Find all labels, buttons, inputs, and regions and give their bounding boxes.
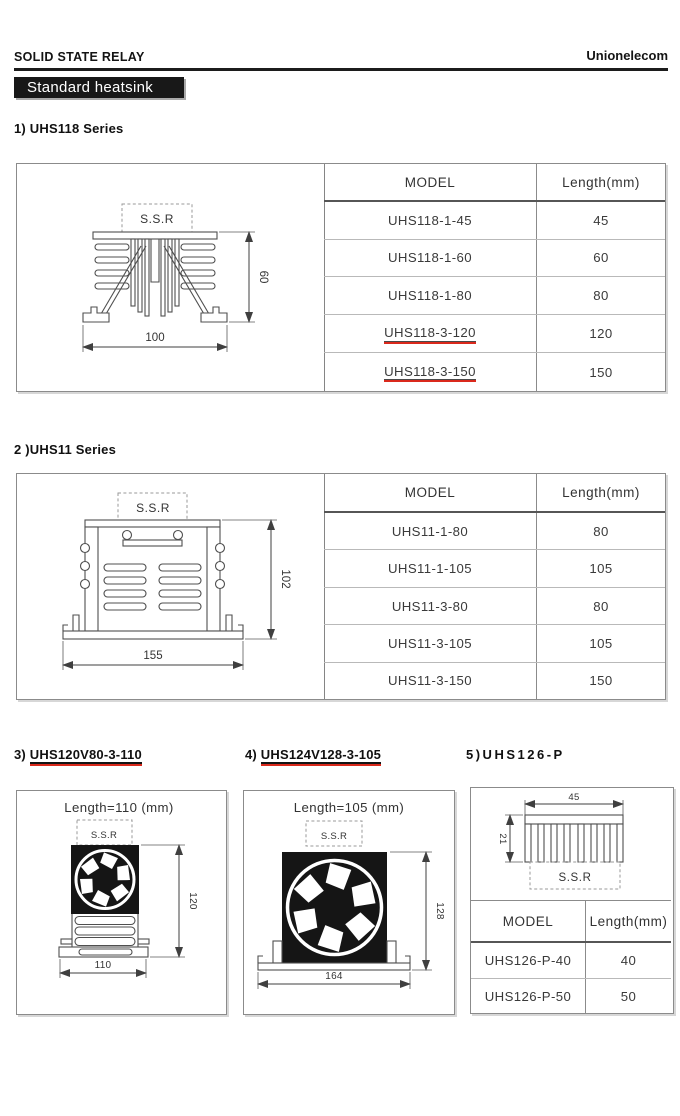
length-cell: 80 bbox=[536, 277, 665, 314]
section4-model-name: UHS124V128-3-105 bbox=[261, 748, 381, 764]
col-model-header: MODEL bbox=[404, 485, 456, 500]
length-cell: 150 bbox=[536, 663, 665, 699]
brand-logo-text: Unionelecom bbox=[586, 48, 668, 63]
page-badge: Standard heatsink bbox=[14, 77, 184, 98]
dim-width-label: 164 bbox=[325, 971, 343, 982]
model-cell: UHS11-3-105 bbox=[387, 635, 473, 651]
model-cell: UHS118-3-120 bbox=[384, 325, 476, 341]
dim-height-label: 60 bbox=[257, 270, 269, 284]
col-length-header: Length(mm) bbox=[585, 901, 671, 941]
table-header-row bbox=[324, 164, 665, 202]
dim-height-label: 128 bbox=[434, 902, 445, 920]
model-cell: UHS118-1-60 bbox=[387, 250, 473, 266]
dim-width-label: 45 bbox=[568, 792, 580, 803]
table-row bbox=[471, 943, 671, 978]
length-cell: 105 bbox=[536, 625, 665, 661]
ssr-label: S.S.R bbox=[136, 501, 170, 515]
fan-icon bbox=[71, 845, 139, 914]
model-cell: UHS11-1-105 bbox=[387, 561, 473, 577]
fan-icon bbox=[282, 852, 387, 963]
section3-number: 3) bbox=[14, 747, 26, 762]
dim-width-label: 100 bbox=[145, 332, 165, 344]
section2-table bbox=[324, 474, 665, 699]
col-model-header: MODEL bbox=[502, 913, 554, 929]
section3-title bbox=[14, 747, 142, 764]
section5-panel bbox=[470, 787, 674, 1014]
section1-drawing bbox=[17, 164, 325, 391]
table-header-row bbox=[324, 474, 665, 513]
ssr-label: S.S.R bbox=[558, 872, 592, 884]
length-cell: 105 bbox=[536, 550, 665, 586]
model-cell: UHS11-3-150 bbox=[387, 673, 473, 689]
header-rule bbox=[14, 68, 668, 71]
ssr-label: S.S.R bbox=[90, 830, 118, 841]
dim-height-label: 120 bbox=[187, 892, 198, 910]
table-row bbox=[324, 202, 665, 239]
table-row bbox=[324, 549, 665, 586]
length-cell: 60 bbox=[536, 240, 665, 277]
section5-title: 5)UHS126-P bbox=[466, 747, 565, 762]
section5-table bbox=[471, 900, 671, 1014]
heatsink-drawing-uhs124v128 bbox=[244, 791, 454, 1014]
model-cell: UHS126-P-40 bbox=[484, 953, 572, 968]
table-row bbox=[324, 587, 665, 624]
heatsink-profile-uhs11 bbox=[17, 474, 324, 699]
section4-panel bbox=[243, 790, 455, 1015]
ssr-label: S.S.R bbox=[320, 831, 348, 842]
heatsink-profile-uhs118 bbox=[17, 164, 324, 391]
heatsink-drawing-uhs120v80 bbox=[17, 791, 226, 1014]
section2-title: 2 )UHS11 Series bbox=[14, 442, 117, 457]
length-cell: 45 bbox=[536, 202, 665, 239]
document-title: SOLID STATE RELAY bbox=[14, 50, 145, 64]
dim-width-label: 155 bbox=[143, 650, 163, 662]
heatsink-drawing-uhs126p bbox=[471, 788, 673, 900]
section4-number: 4) bbox=[245, 747, 257, 762]
col-model-header: MODEL bbox=[404, 174, 456, 190]
model-cell: UHS126-P-50 bbox=[484, 989, 572, 1004]
table-row bbox=[324, 276, 665, 314]
length-cell: 80 bbox=[536, 588, 665, 624]
section1-table bbox=[324, 164, 665, 391]
section3-panel bbox=[16, 790, 227, 1015]
table-row bbox=[471, 978, 671, 1014]
model-cell: UHS118-1-45 bbox=[387, 212, 473, 228]
table-row bbox=[324, 239, 665, 277]
length-cell: 120 bbox=[536, 315, 665, 353]
table-row bbox=[324, 314, 665, 353]
model-cell: UHS118-1-80 bbox=[387, 287, 473, 303]
dim-height-label: 21 bbox=[497, 833, 508, 845]
ssr-label: S.S.R bbox=[140, 212, 174, 226]
length-note: Length=110 (mm) bbox=[64, 800, 174, 815]
length-cell: 80 bbox=[536, 513, 665, 549]
section2-drawing bbox=[17, 474, 325, 699]
model-cell: UHS11-3-80 bbox=[391, 598, 469, 614]
length-cell: 50 bbox=[585, 979, 671, 1014]
length-cell: 40 bbox=[585, 943, 671, 978]
table-row bbox=[324, 352, 665, 391]
table-row bbox=[324, 513, 665, 549]
col-length-header: Length(mm) bbox=[536, 164, 665, 200]
dim-width-label: 110 bbox=[94, 960, 112, 971]
length-note: Length=105 (mm) bbox=[293, 800, 405, 815]
table-row bbox=[324, 624, 665, 661]
section4-title bbox=[245, 747, 381, 764]
model-cell: UHS11-1-80 bbox=[391, 523, 469, 539]
section3-model-name: UHS120V80-3-110 bbox=[30, 748, 142, 764]
model-cell: UHS118-3-150 bbox=[384, 364, 476, 380]
section1-title: 1) UHS118 Series bbox=[14, 121, 124, 136]
table-header-row bbox=[471, 901, 671, 943]
table-row bbox=[324, 662, 665, 699]
length-cell: 150 bbox=[536, 353, 665, 391]
section2-panel bbox=[16, 473, 666, 700]
col-length-header: Length(mm) bbox=[536, 474, 665, 511]
section1-panel bbox=[16, 163, 666, 392]
dim-height-label: 102 bbox=[279, 569, 291, 589]
